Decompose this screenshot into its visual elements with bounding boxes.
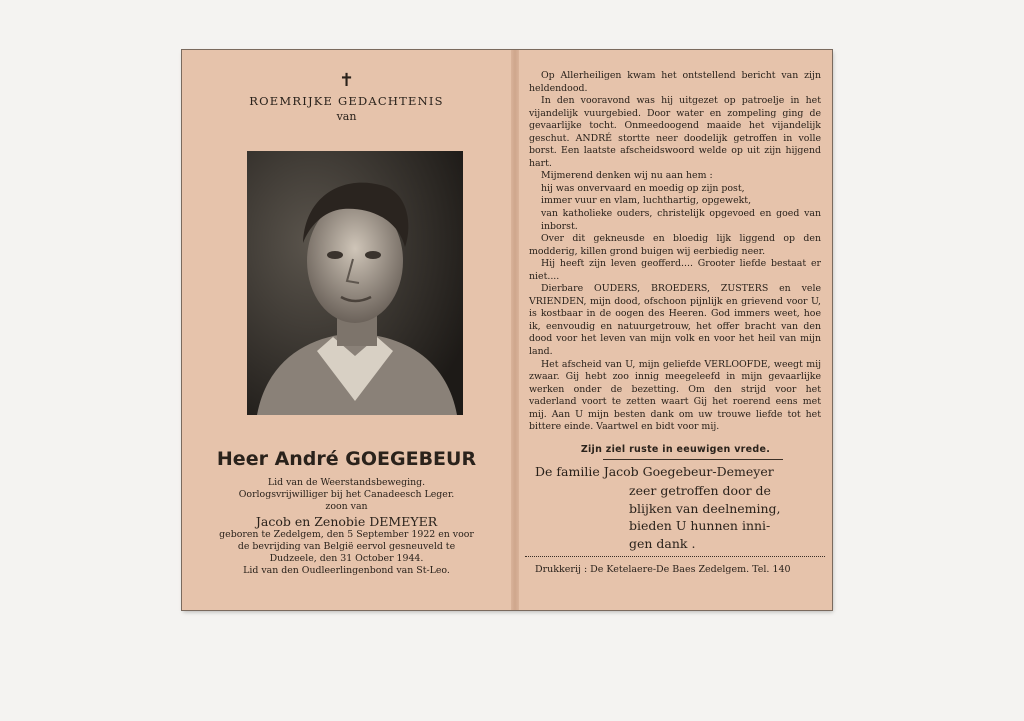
cross-icon: ✝ [338,70,355,91]
family-line-4: bieden U hunnen inni- [629,518,771,533]
paragraph: Over dit gekneusde en bloedig lijk liggend op den modderig, killen grond buigen wij eerbiedig neer. [529,233,821,257]
header-van: van [336,110,357,123]
bio-line-4: geboren te Zedelgem, den 5 September 1922 en voor [219,528,474,540]
family-line-2: zeer getroffen door de [629,483,771,498]
dotted-divider [525,556,825,557]
header-title: ROEMRIJKE GEDACHTENIS [249,94,444,108]
paragraph: Hij heeft zijn leven geofferd.... Grooter liefde bestaat er niet.... [529,258,821,282]
bio-line-7: Lid van den Oudleerlingenbond van St-Leo. [243,565,450,577]
family-thanks [629,482,781,552]
bio-line-5: de bevrijding van België eervol gesneuveld te [237,540,456,552]
divider [603,459,783,460]
bio-line-2: Oorlogsvrijwilliger bij het Canadeesch Leger. [238,489,455,501]
left-panel [182,50,511,610]
family-line-1: De familie Jacob Goegebeur-Demeyer [535,464,774,479]
bio-line-3: zoon van [325,501,368,513]
paragraph: hij was onvervaard en moedig op zijn post, [541,182,745,194]
family-line-5: gen dank . [629,535,696,551]
memorial-text [529,70,821,434]
paragraph: In den vooravond was hij uitgezet op patroelje in het vijandelijk vuurgebied. Door water en zompeling ging de gevaarlijke tocht. Onmeedoogend maaide het vijandelijk geschut. ANDRÉ stortte neer doodelijk getroffen in volle borst. Een laatste afscheidswoord welde op uit zijn hijgend hart. [529,95,821,169]
paragraph: Op Allerheiligen kwam het ontstellend bericht van zijn heldendood. [529,70,821,94]
bio-parents: Jacob en Zenobie DEMEYER [255,513,438,529]
portrait-image [247,151,463,415]
paragraph: van katholieke ouders, christelijk opgevoed en goed van inborst. [541,208,821,232]
family-line-3: blijken van deelneming, [629,500,781,516]
paragraph: immer vuur en vlam, luchthartig, opgewekt, [541,195,752,207]
deceased-name: Heer André GOEGEBEUR [216,448,477,470]
portrait-photo [247,151,463,415]
right-panel [519,50,832,610]
card-fold [511,50,519,610]
paragraph: Mijmerend denken wij nu aan hem : [541,170,713,182]
paragraph: Het afscheid van U, mijn geliefde VERLOOFDE, weegt mij zwaar. Gij hebt zoo innig meegeleefd in mijn gevaarlijke werken onder de bezetting. Om den strijd voor het vaderland voort te zetten waart Gij het roerend eens met mij. Aan U mijn besten dank om uw trouwe liefde tot het bittere einde. Vaartwel en bidt voor mij. [529,358,821,433]
closing-prayer: Zijn ziel ruste in eeuwigen vrede. [580,444,771,455]
bio-line-6: Dudzeele, den 31 October 1944. [269,553,424,565]
paragraph: Dierbare OUDERS, BROEDERS, ZUSTERS en vele VRIENDEN, mijn dood, ofschoon pijnlijk en grievend voor U, is kostbaar in de oogen des Heeren. God immers weet, hoe ik, eenvoudig en natuurgetrouw, het offer bracht van den dood voor het leven van mijn volk en voor het heil van mijn land. [529,283,821,358]
biography [190,477,503,577]
bio-line-1: Lid van de Weerstandsbeweging. [267,477,426,488]
printer-credit: Drukkerij : De Ketelaere-De Baes Zedelgem. Tel. 140 [535,564,791,575]
